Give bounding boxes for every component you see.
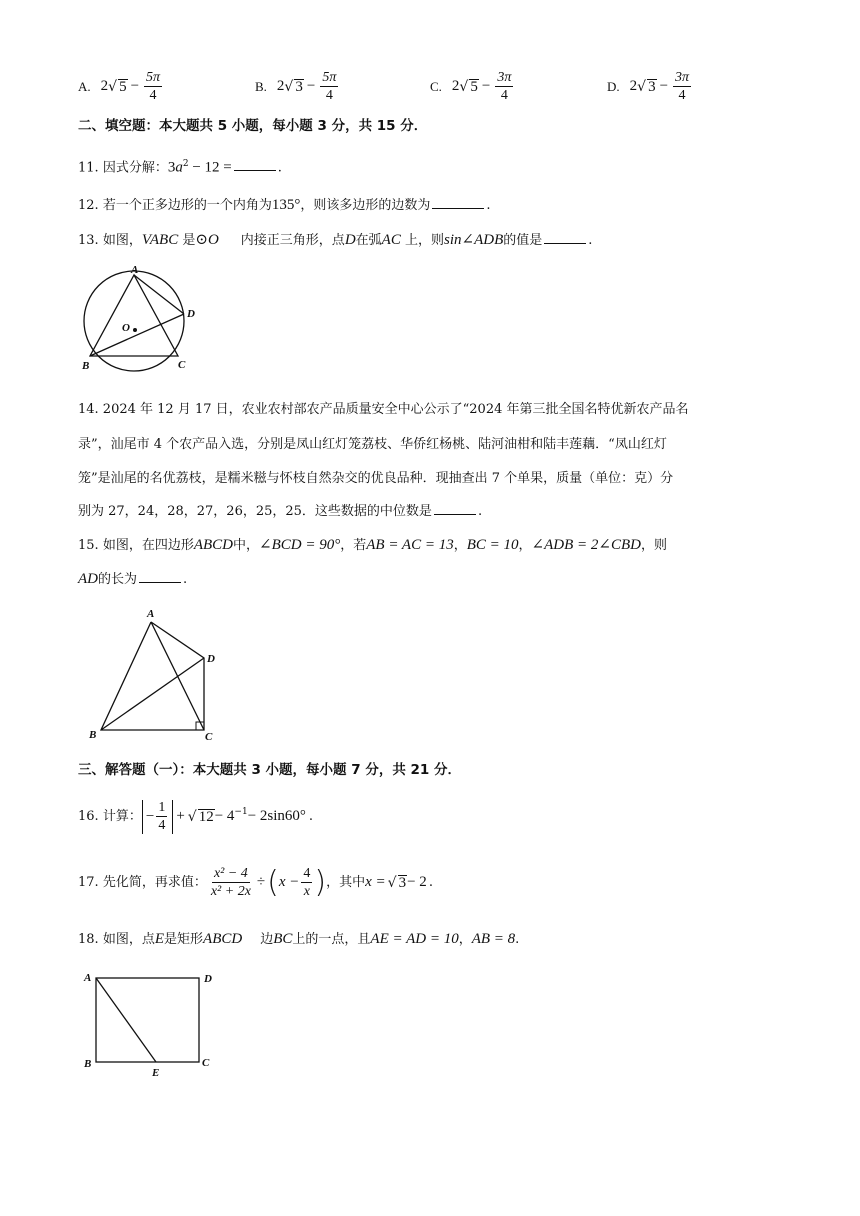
option-letter: A. [78, 78, 91, 94]
label-a: A [84, 972, 92, 984]
rectangle-figure [80, 966, 220, 1078]
label-e: E [152, 1067, 160, 1078]
answer-blank [234, 169, 276, 171]
segment-bd [101, 658, 204, 730]
option-b: B. 2 √ 3 − $\frac{5\pi}{4}$ [255, 70, 337, 104]
fraction: $\frac{3\pi}{4}$ [497, 70, 512, 104]
question-14-line-3: 笼”是汕尾的名优荔枝，是糯米糍与怀枝自然杂交的优良品种．现抽查出 7 个单果，质量（单位：克）分 [78, 471, 674, 486]
question-15-line-2: AD的长为 . [78, 571, 188, 587]
fraction: $\frac{3\pi}{4}$ [675, 70, 690, 104]
label-a: A [131, 264, 139, 276]
label-a: A [147, 608, 155, 620]
question-15: 15. 如图，在四边形ABCD中，∠BCD = 90°，若AB = AC = 13，BC = 10，∠ADB = 2∠CBD，则 [78, 537, 667, 553]
segment-ae [96, 978, 156, 1062]
label-b: B [82, 360, 90, 372]
label-c: C [202, 1057, 210, 1069]
segment-bd [90, 314, 184, 356]
label-c: C [205, 731, 213, 743]
option-d: D. 2 √ 3 − $\frac{3\pi}{4}$ [607, 70, 690, 104]
fraction: $\frac{5\pi}{4}$ [322, 70, 337, 104]
label-c: C [178, 359, 186, 371]
label-b: B [89, 729, 97, 741]
question-11: 11. 因式分解：$3a^2 - 12$ = . [78, 159, 282, 176]
question-12: 12. 若一个正多边形的一个内角为135°，则该多边形的边数为 . [78, 197, 491, 213]
label-o: O [122, 322, 130, 334]
question-13: 13. 如图，VABC 是⊙O 内接正三角形，点D在弧AC 上，则sin∠ADB的值是 . [78, 232, 593, 248]
section-heading: 三、解答题（一）：本大题共 3 小题，每小题 7 分，共 21 分． [78, 762, 462, 778]
triangle-abc [90, 275, 178, 356]
fraction: $\frac{\text{x² − 4}}{\text{x² + 2x}}$ [210, 866, 251, 900]
question-17: 17. 先化简，再求值： $\frac{\text{x² − 4}}{\text{x² + 2x}}$ ÷ ( x − $\frac{4}{x}$ ) ，其中 x = √ 3 − 2 . [78, 864, 433, 900]
quadrilateral-abcd [101, 622, 204, 730]
question-16: 16. 计算： − $\frac{1}{4}$ + √ 12 − 4 $^{-1}$ − 2sin60° . [78, 800, 314, 834]
absolute-value: − $\frac{1}{4}$ [142, 800, 173, 834]
center-point [133, 328, 137, 332]
quadrilateral-figure [84, 604, 224, 744]
answer-blank [544, 242, 586, 244]
label-d: D [187, 308, 195, 320]
answer-blank [434, 513, 476, 515]
circle-triangle-figure [74, 262, 204, 374]
section-heading: 二、填空题：本大题共 5 小题，每小题 3 分，共 15 分． [78, 118, 428, 134]
question-14-line-4: 别为 27，24，28，27，26，25，25．这些数据的中位数是 . [78, 504, 483, 519]
answer-blank [139, 581, 181, 583]
question-14-line-2: 录”，汕尾市 4 个农产品入选，分别是凤山红灯笼荔枝、华侨红杨桃、陆河油柑和陆丰莲藕．“凤山红灯 [78, 437, 667, 452]
option-c: C. 2 √ 5 − $\frac{3\pi}{4}$ [430, 70, 512, 104]
question-14-line-1: 14. 2024 年 12 月 17 日，农业农村部农产品质量安全中心公示了“2024 年第三批全国名特优新农产品名 [78, 402, 689, 417]
fraction: $\frac{5\pi}{4}$ [146, 70, 161, 104]
option-a: A. 2 √ 5 − $\frac{5\pi}{4}$ [78, 70, 161, 104]
label-b: B [84, 1058, 92, 1070]
answer-blank [432, 207, 484, 209]
label-d: D [204, 973, 212, 985]
label-d: D [207, 653, 215, 665]
question-18: 18. 如图，点E是矩形ABCD 边BC上的一点，且AE = AD = 10，AB = 8. [78, 931, 520, 947]
